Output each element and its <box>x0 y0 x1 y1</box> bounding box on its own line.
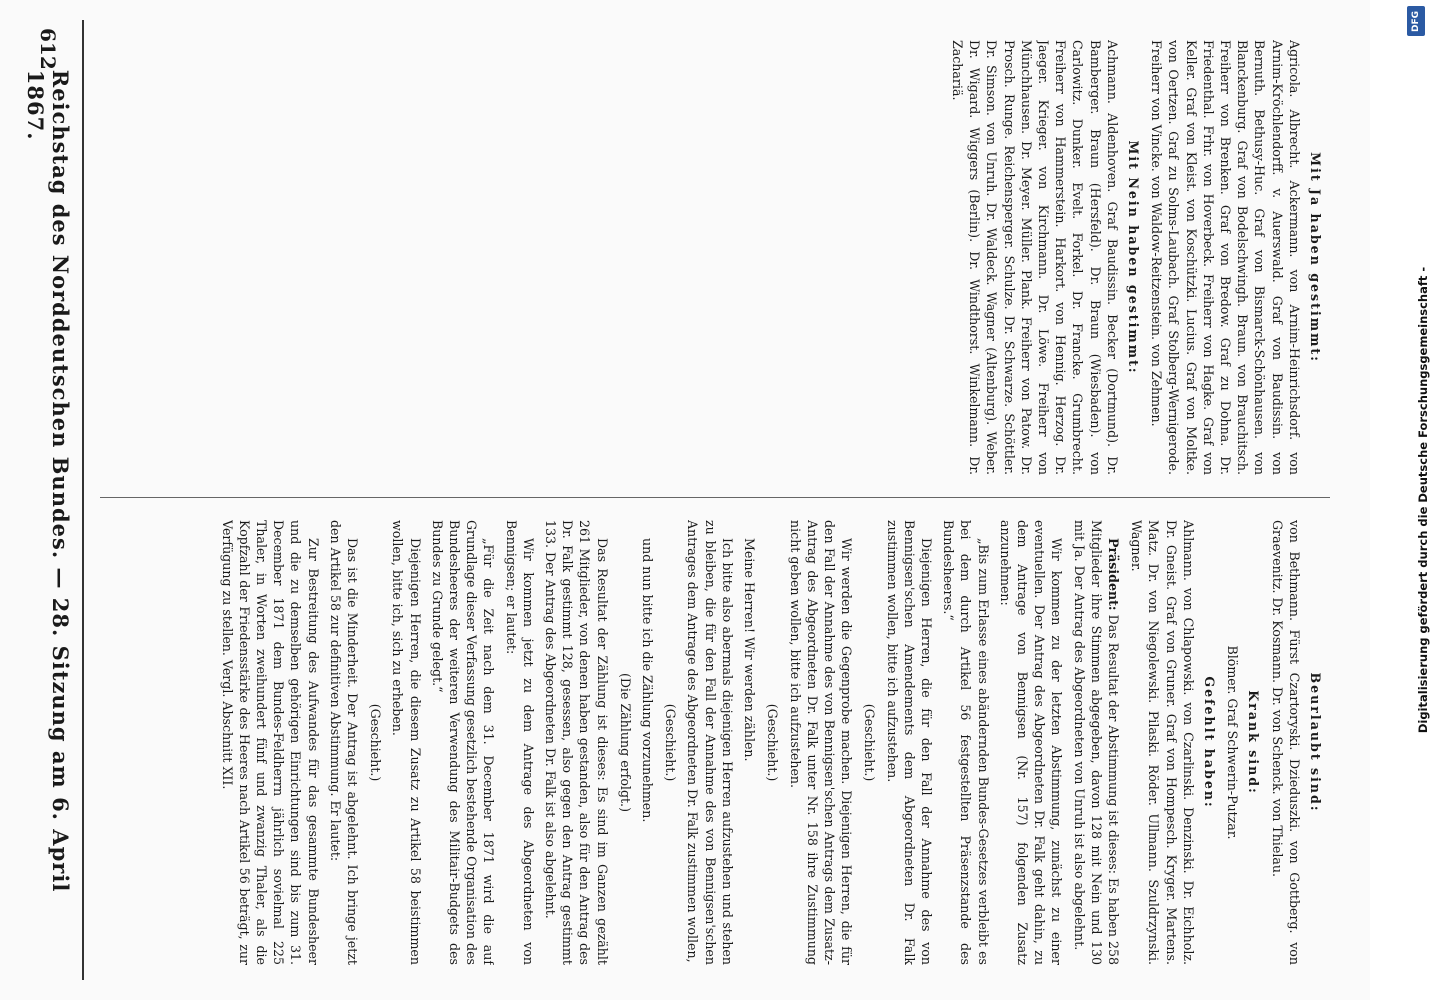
president-speech-1: Präsident: Das Resultat der Abstimmung ist dieses: Es haben 258 Mitglieder ihre Stimmen abgegeben, davon 128 mit Nein und 130 mit Ja. Der Antrag des Abgeordneten von Unruh ist also abgelehnt. <box>1071 520 1121 965</box>
president-speech-5: Meine Herren! Wir werden zählen. <box>742 538 758 762</box>
on-leave-heading: Beurlaubt sind: <box>1308 672 1323 813</box>
right-column <box>100 520 1330 965</box>
president-label: Präsident: <box>1105 538 1121 611</box>
quoted-article-58: Zur Bestreitung des Aufwandes für das gesammte Bundesheer und die zu demselben gehörigen Einrichtungen sind bis zum 31. December 1871 dem Bundes-Feldherrn jährlich sovielmal 225 Thaler, in Worten zweihundert fünf und zwanzig Thaler, als die Kopfzahl der Friedensstärke des Heeres nach Artikel 56 beträgt, zur Verfügung zu stellen. Vergl. Abschnitt XII. <box>219 520 321 965</box>
sick-heading: Krank sind: <box>1246 690 1262 795</box>
header-title-right: 28. Sitzung am 6. April 1867. <box>23 69 73 893</box>
president-speech-9: Wir kommen jetzt zu dem Antrage des Abgeordneten von Bennigsen; er lautet: <box>503 520 536 965</box>
header-dash: — <box>48 567 73 590</box>
page-number: 612 <box>36 28 60 70</box>
left-column <box>100 40 1330 475</box>
quoted-motion-1: „Bis zum Erlasse eines abändernden Bundes-Gesetzes verbleibt es bei dem durch Artikel 56 festgestellten Präsenzstande des Bundesheeres.“ <box>941 520 991 965</box>
dfg-logo: DFG <box>1407 6 1425 36</box>
stage-direction-1: (Geschieht.) <box>862 703 878 782</box>
stage-direction-3: (Geschieht.) <box>663 703 679 782</box>
digitization-stamp <box>1398 0 1432 1000</box>
president-speech-11: Das ist die Minderheit. Der Antrag ist abgelehnt. Ich bringe jetzt den Artikel 58 zur definitiven Abstimmung. Er lautet: <box>327 520 361 965</box>
president-speech-7: und nun bitte ich die Zählung vorzunehmen. <box>640 538 656 823</box>
header-rule <box>82 20 84 980</box>
stage-direction-4: (Die Zählung erfolgt.) <box>617 673 633 812</box>
yes-votes-heading: Mit Ja haben gestimmt: <box>1308 152 1323 363</box>
no-votes-names: Achmann. Aldenhoven. Graf Baudissin. Becker (Dortmund). Dr. Bamberger. Braun (Hersfeld). Dr. Braun (Wiesbaden). von Carlowitz. Dunker. Evelt. Forkel. Dr. Francke. Grumbrecht. Freiherr von Hammerstein. Harkort. von Hennig. Herzog. Dr. Jaeger. Krieger. von Kirchmann. Dr. Löwe. Freiherr von Münchhausen. Dr. Meyer. Müller. Plank. Freiherr von Patow. Dr. Prosch. Runge. Reichensperger. Schulze. Dr. Schwarze. Schöttler. Dr. Simson. von Unruh. Dr. Waldeck. Wagner (Altenburg). Weber. Dr. Wigard. Wiggers (Berlin). Dr. Windthorst. Winkelmann. Dr. Zachariä. <box>949 40 1120 475</box>
absent-heading: Gefehlt haben: <box>1201 676 1217 809</box>
president-speech-4: Wir werden die Gegenprobe machen. Diejenigen Herren, die für den Fall der Annahme des von Bennigsen'schen Antrags dem Zusatz-Antrag des Abgeordneten Dr. Falk unter Nr. 158 ihre Zustimmung nicht geben wollen, bitte ich aufzustehen. <box>787 520 855 965</box>
stage-direction-2: (Geschieht.) <box>765 703 781 782</box>
quoted-motion-2: „Für die Zeit nach dem 31. December 1871 wird die auf Grundlage dieser Verfassung gesetzlich bestehende Organisation des Bundesheeres der weiteren Verwendung des Militair-Budgets des Bundes zu Grunde gelegt.“ <box>429 520 497 965</box>
president-speech-8: Das Resultat der Zählung ist dieses: Es sind im Ganzen gezählt 261 Mitglieder, von denen haben gestanden, also für den Antrag des Dr. Falk gestimmt 128, gesessen, also gegen den Antrag gestimmt 133. Der Antrag des Abgeordneten Dr. Falk ist also abgelehnt. <box>543 520 610 965</box>
sick-names: Blömer. Graf Schwerin-Putzar. <box>1225 645 1241 840</box>
stage-direction-5: (Geschieht.) <box>368 703 384 782</box>
on-leave-names: von Bethmann. Fürst Czartoryski. Dzieduszki. von Gottberg. von Graevenitz. Dr. Kosmann. Dr. von Schenck. von Thielau. <box>1269 520 1302 965</box>
absent-names: Ahlmann. von Chlapowski. von Czarlinski. Denzinski. Dr. Eichholz. Dr. Gneist. Graf von Gruner. Graf von Hompesch. Kryger. Martens. Matz. Dr. von Niegolewski. Pilaski. Röder. Ullmann. Szuldrzynski. Wagner. <box>1129 520 1196 965</box>
running-header <box>18 0 78 1000</box>
president-speech-10: Diejenigen Herren, die diesem Zusatz zu Artikel 58 beistimmen wollen, bitte ich, sich zu erheben. <box>390 520 423 965</box>
no-votes-heading: Mit Nein haben gestimmt: <box>1125 140 1141 375</box>
president-speech-3: Diejenigen Herren, die für den Fall der Annahme des von Bennigsen'schen Amendements dem Abgeordneten Dr. Falk zustimmen wollen, bitte ich aufzustehen. <box>884 520 934 965</box>
digitization-stamp-text: Digitalisierung gefördert durch die Deutsche Forschungsgemeinschaft - <box>1416 266 1430 734</box>
header-title <box>23 70 73 934</box>
header-title-left: Reichstag des Norddeutschen Bundes. <box>48 69 73 560</box>
president-speech-6: Ich bitte also abermals diejenigen Herren aufzustehen und stehen zu bleiben, die für den Fall der Annahme des von Bennigsen'schen Antrages dem Antrage des Abgeordneten Dr. Falk zustimmen wollen, <box>685 520 735 965</box>
president-speech-2: Wir kommen zu der letzten Abstimmung, zunächst zu einer eventuellen. Der Antrag des Abgeordneten Dr. Falk geht dahin, zu dem Antrage von Bennigsen (Nr. 157) folgenden Zusatz anzunehmen: <box>997 520 1065 965</box>
column-divider <box>100 497 1330 498</box>
yes-votes-names: Agricola. Albrecht. Ackermann. von Arnim-Heinrichsdorf. von Arnim-Kröchlendorff. v. Auerswald. Graf von Baudissin. von Bernuth. Bethusy-Huc. Graf von Bismarck-Schönhausen. von Blanckenburg. Graf von Bodelschwingh. Braun. von Brauchitsch. Freiherr von Brenken. Graf von Bredow. Graf zu Dohna. Dr. Friedenthal. Frhr. von Hoverbeck. Freiherr von Hagke. Graf von Keller. Graf von Kleist. von Koschützki. Lucius. Graf von Moltke. von Oertzen. Graf zu Solms-Laubach. Graf Stolberg-Wernigerode. Freiherr von Vincke. von Waldow-Reitzenstein. von Zehmen. <box>1149 40 1302 475</box>
